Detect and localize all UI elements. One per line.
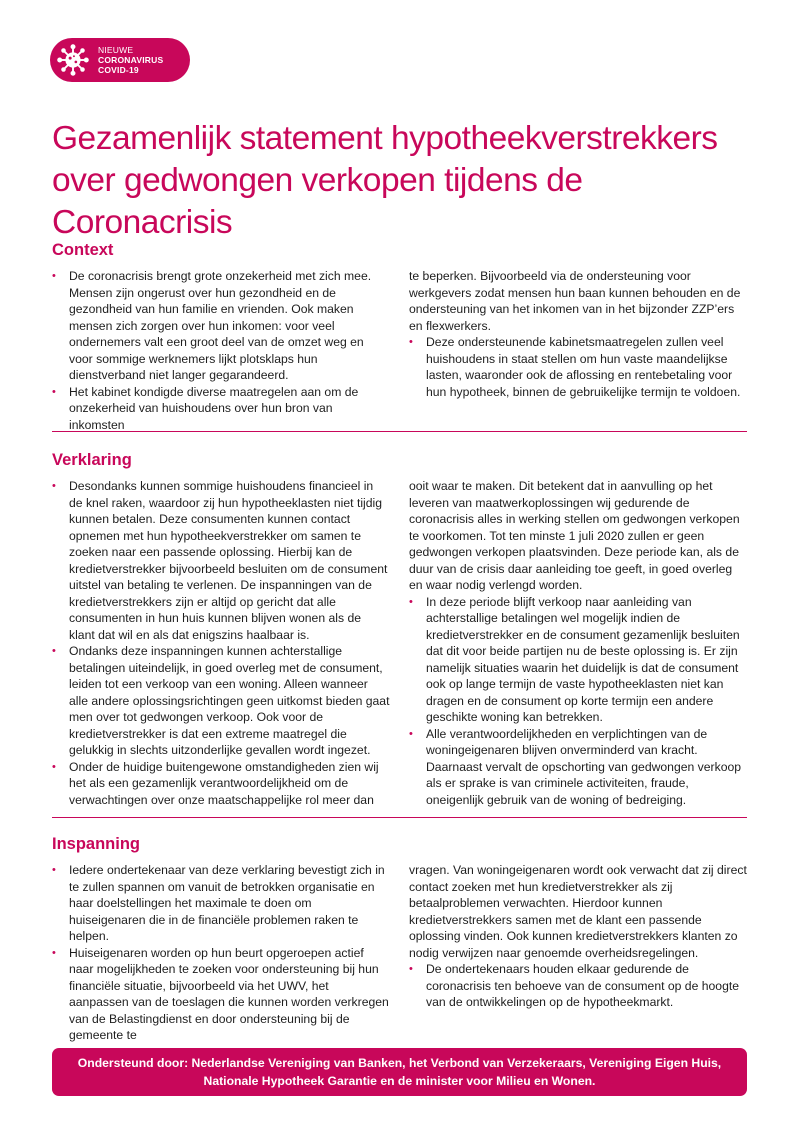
- column-left: [52, 478, 390, 808]
- column-left: [52, 268, 390, 433]
- badge-line-2: CORONAVIRUS: [98, 55, 164, 65]
- list-item: • De ondertekenaars houden elkaar gedurende de coronacrisis ten behoeve van de consument op de hoogte van de ontwikkelingen op de hypotheekmarkt.: [409, 961, 747, 1011]
- corona-badge: [50, 38, 190, 82]
- list-item: • Onder de huidige buitengewone omstandigheden zien wij het als een gezamenlijk verantwoordelijkheid om de verwachtingen over onze maatschappelijke rol meer dan: [52, 759, 390, 809]
- list-item: • De coronacrisis brengt grote onzekerheid met zich mee. Mensen zijn ongerust over hun gezondheid en de gezondheid van hun familie en vrienden. Ook maken mensen zich zorgen over hun inkomen: voor veel ondernemers valt een groot deel van de omzet weg en voor sommige werknemers lijkt plotsklaps hun dienstverband niet langer gegarandeerd.: [52, 268, 390, 384]
- list-item-continued: vragen. Van woningeigenaren wordt ook verwacht dat zij direct contact zoeken met hun kredietverstrekker als zij betaalproblemen verwachten. Hierdoor kunnen kredietverstrekkers samen met de klant een passende oplossing vinden. Ook kunnen kredietverstrekkers klanten zo nodig verwijzen naar genoemde overheidsregelingen.: [409, 863, 747, 960]
- section-heading: Inspanning: [52, 835, 140, 853]
- section-verklaring: [52, 450, 747, 808]
- section-heading: Context: [52, 241, 114, 259]
- section-divider: [52, 817, 747, 818]
- section-inspanning: [52, 834, 747, 1044]
- list-item: • Iedere ondertekenaar van deze verklaring bevestigt zich in te zullen spannen om vanuit de betrokken organisatie en haar doelstellingen het maximale te doen om huiseigenaren die in de financiële problemen raken te helpen.: [52, 862, 390, 945]
- column-right: [409, 862, 747, 1044]
- list-item: • In deze periode blijft verkoop naar aanleiding van achterstallige betalingen wel mogelijk indien de kredietverstrekker en de consument gezamenlijk besluiten dat dit voor beide partijen nu de beste oplossing is. Er zijn namelijk situaties waarin het duidelijk is dat de consument ook op lange termijn de vaste hypotheeklasten niet kan dragen en de consument op korte termijn een andere geschikte woning kan betrekken.: [409, 594, 747, 726]
- badge-line-3: COVID-19: [98, 65, 139, 75]
- section-context: [52, 240, 747, 433]
- list-item-continued: ooit waar te maken. Dit betekent dat in aanvulling op het leveren van maatwerkoplossingen wij gedurende de coronacrisis alles in werking stellen om gedwongen verkopen te voorkomen. Tot ten minste 1 juli 2020 zullen er geen gedwongen verkopen plaatsvinden. Deze periode kan, als de duur van de crisis daar aanleiding toe geeft, in goed overleg en waar nodig verlengd worden.: [409, 479, 740, 592]
- column-right: [409, 478, 747, 808]
- page-title: Gezamenlijk statement hypotheekverstrekkers over gedwongen verkopen tijdens de Coronacrisis: [52, 120, 718, 241]
- column-right: [409, 268, 747, 433]
- badge-line-1: NIEUWE: [98, 45, 134, 55]
- list-item: • Desondanks kunnen sommige huishoudens financieel in de knel raken, waardoor zij hun hypotheeklasten niet tijdig kunnen betalen. Deze consumenten kunnen contact opnemen met hun hypotheekverstrekker om samen te zoeken naar een passende oplossing. Hierbij kan de kredietverstrekker bijvoorbeeld besluiten om de consument uitstel van betaling te verlenen. De inspanningen van de kredietverstrekkers zijn er altijd op gericht dat alle consumenten in hun huis kunnen blijven wonen als de klant dat wil en als dat enigszins haalbaar is.: [52, 478, 390, 643]
- section-heading: Verklaring: [52, 451, 132, 469]
- list-item: • Huiseigenaren worden op hun beurt opgeroepen actief naar mogelijkheden te zoeken voor ondersteuning bij hun financiële situatie, bijvoorbeeld via het UWV, het aanpassen van de toeslagen die kunnen worden verkregen van de Belastingdienst en door ondersteuning bij de gemeente te: [52, 945, 390, 1044]
- supporters-text: Ondersteund door: Nederlandse Vereniging van Banken, het Verbond van Verzekeraars, Vereniging Eigen Huis, Nationale Hypotheek Garantie en de minister voor Milieu en Wonen.: [77, 1056, 722, 1088]
- list-item: • Alle verantwoordelijkheden en verplichtingen van de woningeigenaren blijven onverminderd van kracht. Daarnaast vervalt de opschorting van gedwongen verkoop als er sprake is van criminele activiteiten, fraude, oneigenlijk gebruik van de woning of bedreiging.: [409, 726, 747, 809]
- list-item: • Ondanks deze inspanningen kunnen achterstallige betalingen uiteindelijk, in goed overleg met de consument, leiden tot een verkoop van een woning. Alleen wanneer alle andere oplossingsrichtingen geen uitkomst bieden gaat men over tot gedwongen verkoop. Ook voor de kredietverstrekker is dat een extreme maatregel die gelukkig in slechts uitzonderlijke gevallen wordt ingezet.: [52, 643, 390, 759]
- list-item: • Het kabinet kondigde diverse maatregelen aan om de onzekerheid van huishoudens over hun bron van inkomsten: [52, 384, 390, 434]
- list-item-continued: te beperken. Bijvoorbeeld via de ondersteuning voor werkgevers zodat mensen hun baan kunnen behouden en de ondersteuning van het inkomen van in het bijzonder ZZP’ers en flexwerkers.: [409, 269, 741, 333]
- section-divider: [52, 431, 747, 432]
- list-item: • Deze ondersteunende kabinetsmaatregelen zullen veel huishoudens in staat stellen om hun vaste maandelijkse lasten, waaronder ook de aflossing en rentebetaling voor hun hypotheek, binnen de gebruikelijke termijn te voldoen.: [409, 334, 747, 400]
- virus-icon: [54, 41, 92, 79]
- column-left: [52, 862, 390, 1044]
- supporters-banner: [52, 1048, 747, 1096]
- badge-text: [98, 45, 163, 75]
